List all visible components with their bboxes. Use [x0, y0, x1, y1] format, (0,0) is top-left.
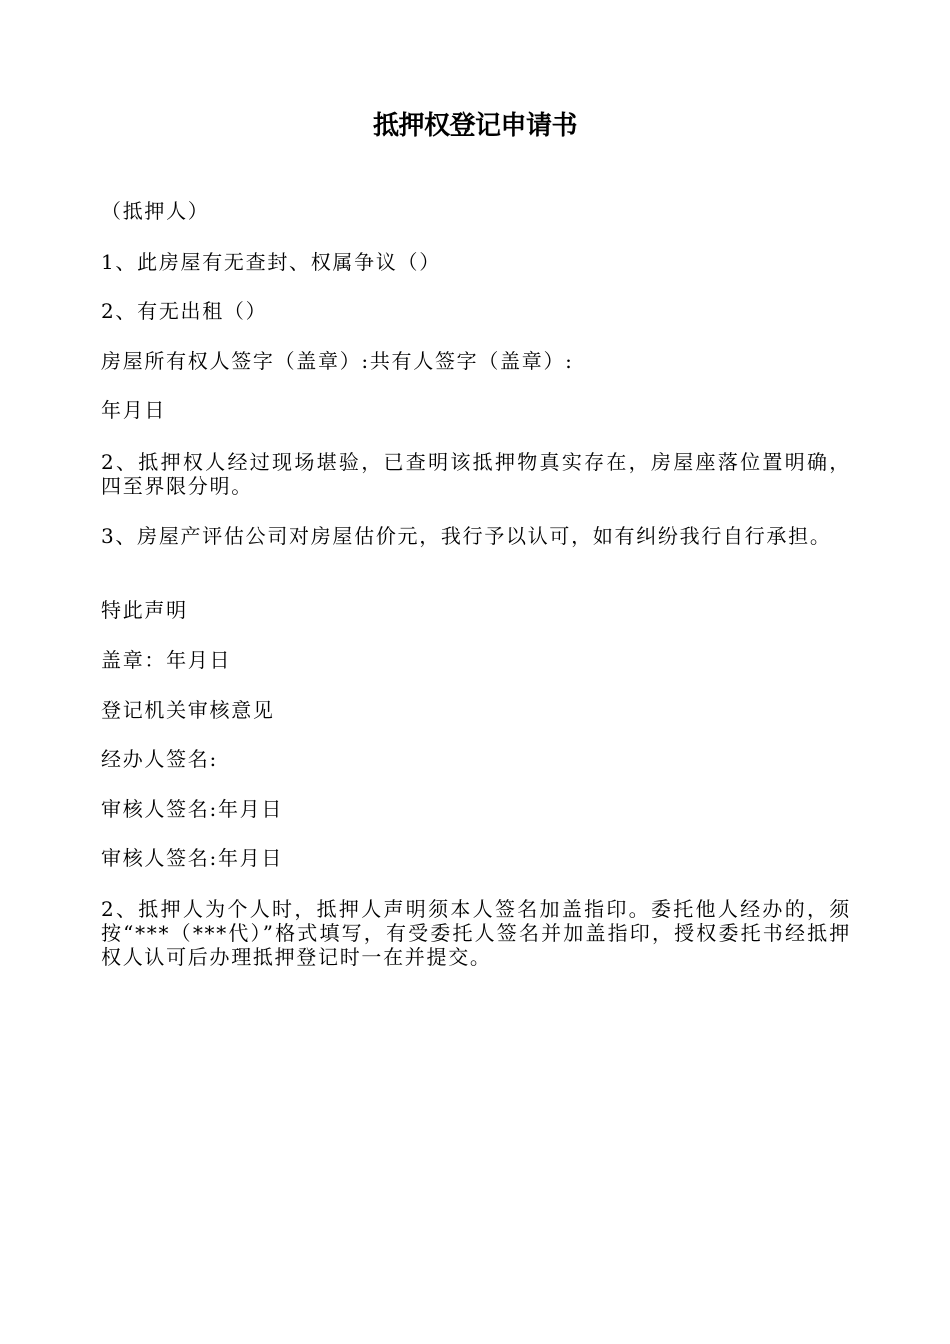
paragraph-mortgagor: （抵押人） [101, 199, 210, 223]
paragraph-registry-review: 登记机关审核意见 [101, 698, 275, 722]
paragraph-handler-signature: 经办人签名: [101, 747, 218, 771]
paragraph-reviewer-signature-1: 审核人签名:年月日 [101, 797, 284, 821]
paragraph-date-1: 年月日 [101, 398, 167, 422]
paragraph-declaration: 特此声明 [101, 598, 188, 622]
paragraph-reviewer-signature-2: 审核人签名:年月日 [101, 846, 284, 870]
paragraph-owner-signature: 房屋所有权人签字（盖章）:共有人签字（盖章）: [101, 349, 574, 373]
paragraph-appraisal: 3、房屋产评估公司对房屋估价元，我行予以认可，如有纠纷我行自行承担。 [101, 524, 832, 548]
paragraph-rental: 2、有无出租（） [101, 299, 268, 323]
paragraph-seizure-dispute: 1、此房屋有无查封、权属争议（） [101, 250, 441, 274]
document-title: 抵押权登记申请书 [372, 111, 577, 141]
paragraph-individual-mortgagor-note: 2、抵押人为个人时，抵押人声明须本人签名加盖指印。委托他人经办的，须按“***（***代）”格式填写，有受委托人签名并加盖指印，授权委托书经抵押权人认可后办理抵押登记时一在并提交。 [101, 897, 851, 969]
paragraph-site-inspection: 2、抵押权人经过现场堪验，已查明该抵押物真实存在，房屋座落位置明确，四至界限分明。 [101, 450, 851, 498]
paragraph-seal-date: 盖章：年月日 [101, 648, 232, 672]
